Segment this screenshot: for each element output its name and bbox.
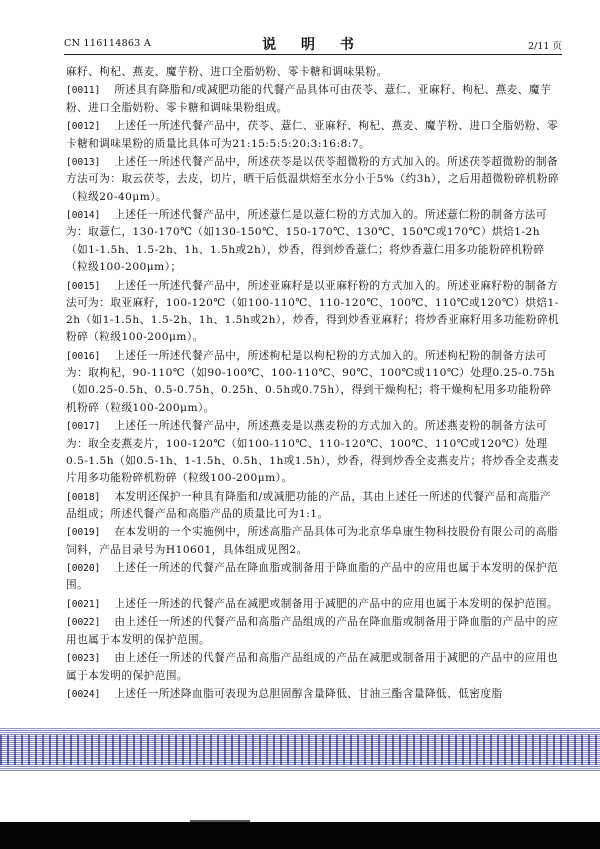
paragraph [66, 650, 560, 685]
paragraph-text: 上述任一所述代餐产品中，所述亚麻籽是以亚麻籽粉的方式加入的。所述亚麻籽粉的制备方法可为：取亚麻籽，100-120℃（如100-110℃、110-120℃、100℃、110℃或120℃）烘焙1-2h（如1-1.5h、1.5-2h、1h、1.5h或2h），炒香，得到炒香亚麻籽；将炒香亚麻籽用多功能粉碎机粉碎（粒级100-200μm）。 [66, 279, 560, 344]
paragraph-number: [0017] [66, 421, 101, 433]
paragraph-text: 所述具有降脂和/或减肥功能的代餐产品具体可由茯苓、薏仁、亚麻籽、枸杞、燕麦、魔芋粉、进口全脂奶粉、零卡糖和调味果粉组成。 [66, 84, 552, 114]
paragraph-number: [0020] [66, 563, 101, 575]
paragraph-number: [0014] [66, 210, 101, 222]
page-header [64, 34, 562, 54]
paragraph-number: [0021] [66, 598, 101, 610]
scan-artifact-noise [0, 735, 600, 765]
paragraph [66, 348, 560, 417]
paragraph [66, 418, 560, 487]
paragraph-number: [0024] [66, 689, 101, 701]
paragraph [66, 489, 560, 524]
paragraph-number: [0016] [66, 350, 101, 362]
paragraph-number: [0018] [66, 491, 101, 503]
paragraph [66, 118, 560, 153]
page-number: 2/11 页 [528, 41, 562, 52]
publication-number: CN 116114863 A [64, 38, 152, 49]
paragraph-text: 由上述任一所述的代餐产品和高脂产品组成的产品在降血脂或制备用于降血脂的产品中的应用也属于本发明的保护范围。 [66, 616, 559, 646]
scan-black-bar [0, 822, 600, 849]
paragraph [66, 614, 560, 649]
paragraph-text: 本发明还保护一种具有降脂和/或减肥功能的产品，其由上述任一所述的代餐产品和高脂产品组成；所述代餐产品和高脂产品的质量比可为1:1。 [66, 490, 552, 520]
paragraph-number: [0015] [66, 280, 101, 292]
paragraph-text: 在本发明的一个实施例中，所述高脂产品具体可为北京华阜康生物科技股份有限公司的高脂饲料，产品目录号为H10601，具体组成见图2。 [66, 526, 559, 556]
paragraph-text: 上述任一所述代餐产品中，茯苓、薏仁、亚麻籽、枸杞、燕麦、魔芋粉、进口全脂奶粉、零卡糖和调味果粉的质量比具体可为21:15:5:5:20:3:16:8:7。 [66, 120, 559, 150]
paragraph-text: 由上述任一所述的代餐产品和高脂产品组成的产品在减肥或制备用于减肥的产品中的应用也属于本发明的保护范围。 [66, 652, 559, 682]
paragraph-number: [0023] [66, 653, 101, 665]
paragraph-number: [0019] [66, 527, 101, 539]
paragraph [66, 560, 560, 595]
document-title: 说 明 书 [262, 37, 364, 53]
document-body [66, 64, 560, 705]
paragraph-number: [0013] [66, 157, 101, 169]
paragraph-continuation [66, 64, 560, 81]
paragraph-text: 上述任一所述的代餐产品在减肥或制备用于减肥的产品中的应用也属于本发明的保护范围。 [114, 597, 559, 610]
paragraph-number: [0022] [66, 617, 101, 629]
paragraph [66, 524, 560, 559]
paragraph-text: 上述任一所述代餐产品中，所述茯苓是以茯苓超微粉的方式加入的。所述茯苓超微粉的制备方法可为：取云茯苓，去皮，切片，晒干后低温烘焙至水分小于5%（约3h），之后用超微粉碎机粉碎（粒级20-40μm）。 [66, 156, 560, 203]
paragraph-text: 上述任一所述代餐产品中，所述薏仁是以薏仁粉的方式加入的。所述薏仁粉的制备方法可为：取薏仁，130-170℃（如130-150℃、150-170℃、130℃、150℃或170℃）烘焙1-2h（如1-1.5h、1.5-2h、1h、1.5h或2h），炒香，得到炒香薏仁；将炒香薏仁用多功能粉碎机粉碎（粒级100-200μm）； [66, 209, 547, 274]
paragraph-number: [0011] [66, 85, 101, 97]
paragraph [66, 207, 560, 276]
paragraph-text: 麻籽、枸杞、燕麦、魔芋粉、进口全脂奶粉、零卡糖和调味果粉。 [66, 66, 388, 78]
paragraph [66, 82, 560, 117]
paragraph-text: 上述任一所述代餐产品中，所述枸杞是以枸杞粉的方式加入的。所述枸杞粉的制备方法可为：取枸杞，90-110℃（如90-100℃、100-110℃、90℃、100℃或110℃）处理0.25-0.75h（如0.25-0.5h、0.5-0.75h、0.25h、0.5h或0.75h），得到干燥枸杞；将干燥枸杞用多功能粉碎机粉碎（粒级100-200μm）。 [66, 349, 556, 414]
paragraph-text: 上述任一所述的代餐产品在降血脂或制备用于降血脂的产品中的应用也属于本发明的保护范围。 [66, 562, 559, 592]
paragraph [66, 596, 560, 613]
paragraph-text: 上述任一所述代餐产品中，所述燕麦是以燕麦粉的方式加入的。所述燕麦粉的制备方法可为：取全麦燕麦片，100-120℃（如100-110℃、110-120℃、100℃、110℃或120℃）处理0.5-1.5h（如0.5-1h、1-1.5h、0.5h、1h或1.5h），炒香，得到炒香全麦燕麦片；将炒香全麦燕麦片用多功能粉碎机粉碎（粒级100-200μm）。 [66, 420, 560, 485]
header-rule [64, 54, 562, 55]
paragraph-number: [0012] [66, 121, 101, 133]
paragraph [66, 154, 560, 206]
paragraph [66, 686, 560, 703]
paragraph-text: 上述任一所述降血脂可表现为总胆固醇含量降低、甘油三酯含量降低、低密度脂 [114, 688, 503, 701]
paragraph [66, 278, 560, 347]
